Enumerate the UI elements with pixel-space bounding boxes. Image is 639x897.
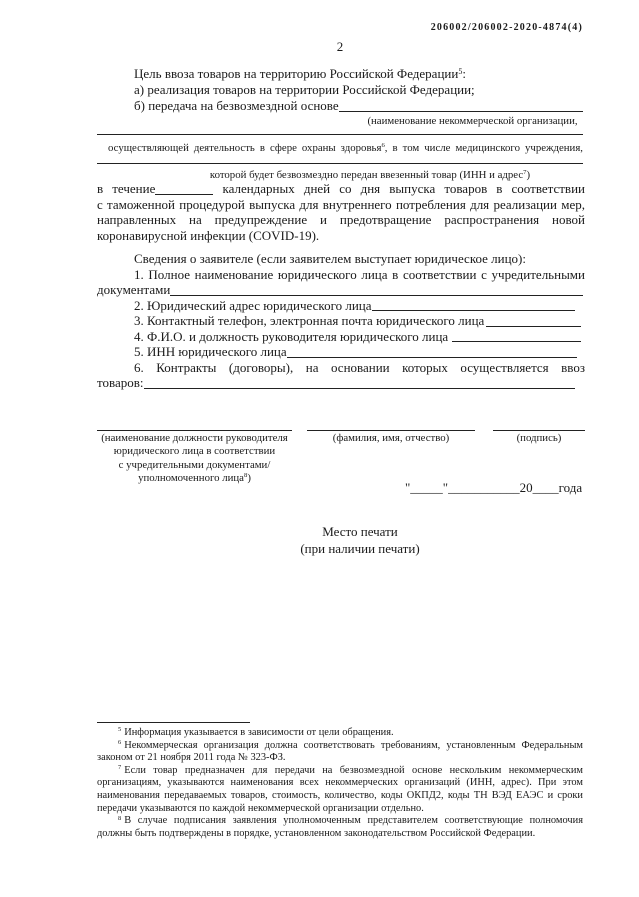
footnote-marker: 7 — [118, 764, 122, 772]
fill-line — [287, 344, 577, 358]
fill-line — [372, 298, 576, 312]
footnote-line: наименования передаваемых товаров, стоимость, количество, коды ОКПД2, коды ТН ВЭД ЕАЭС и сроки — [97, 789, 583, 801]
footnote-line: передачи указываются по каждой некоммерческой организации отдельно. — [97, 802, 424, 814]
applicant-item-1-label: документами — [97, 282, 171, 298]
document-code: 206002/206002-2020-4874(4) — [430, 22, 583, 33]
applicant-item-6-line-1: 6. Контракты (договоры), на основании которых осуществляется ввоз — [134, 359, 585, 375]
applicant-heading: Сведения о заявителе (если заявителем выступает юридическое лицо): — [134, 251, 526, 267]
term-paragraph — [97, 181, 585, 243]
organization-caption-1: (наименование некоммерческой организации, — [367, 115, 578, 127]
footnote-line — [97, 740, 583, 753]
applicant-item-4-label: 4. Ф.И.О. и должность руководителя юридического лица — [134, 328, 449, 344]
footnotes — [97, 727, 583, 840]
fill-line — [170, 282, 583, 296]
term-line-1-start: в течение — [97, 181, 156, 197]
organization-caption-2-start: осуществляющей деятельность в сфере охраны здоровья — [108, 142, 382, 154]
footnote-7 — [97, 765, 583, 815]
footnote-text: Некоммерческая организация должна соответствовать требованиям, установленным Федеральным — [124, 739, 583, 751]
name-signature-line — [307, 430, 475, 431]
footnote-line — [97, 727, 583, 740]
seal-placeholder — [260, 524, 460, 557]
organization-caption-2-end: , в том числе медицинского учреждения, — [384, 142, 584, 154]
footnote-marker: 5 — [118, 726, 122, 734]
seal-title: Место печати — [322, 524, 398, 539]
term-line-3: направленных на предупреждение и предотвращение распространения новой — [97, 212, 585, 228]
signature-line — [493, 430, 585, 431]
organization-caption-2 — [108, 142, 583, 154]
import-purpose-section — [97, 66, 585, 114]
sign-caption: (подпись) — [516, 432, 562, 444]
footnote-line: должны быть подтверждены в порядке, установленном законодательством Российской Федерации. — [97, 827, 536, 839]
footnote-separator — [97, 722, 250, 723]
applicant-item-6-line-2 — [97, 375, 585, 391]
position-caption-line-2: юридического лица в соответствии — [113, 445, 276, 458]
applicant-item-2 — [97, 298, 585, 314]
footnote-line: законом от 21 ноября 2011 года № 323-ФЗ. — [97, 752, 286, 764]
fill-line — [97, 163, 583, 164]
applicant-item-6-label: товаров: — [97, 375, 144, 391]
footnote-line: организациям, указываются наименования всех некоммерческих организаций (ИНН, адрес). При этом — [97, 777, 583, 789]
footnote-text: В случае подписания заявления уполномоченным представителем соответствующие полномочия — [124, 815, 583, 827]
applicant-item-5 — [97, 344, 585, 360]
purpose-heading-colon: : — [462, 66, 466, 81]
applicant-item-5-label: 5. ИНН юридического лица — [134, 344, 287, 360]
footnote-6 — [97, 740, 583, 765]
organization-caption-3-start: которой будет безвозмездно передан ввезенный товар (ИНН и адрес — [209, 169, 524, 181]
footnote-ref-6: 6 — [381, 142, 385, 150]
footnote-ref-8: 8 — [243, 472, 248, 480]
footnote-ref-5: 5 — [458, 66, 463, 76]
date-field: "_____"___________20____года — [405, 480, 583, 495]
fill-line — [144, 375, 576, 389]
position-caption-line-4-end: ) — [247, 471, 251, 484]
applicant-item-2-label: 2. Юридический адрес юридического лица — [134, 297, 372, 313]
fill-line — [486, 313, 581, 327]
term-line-4: коронавирусной инфекции (COVID-19). — [97, 227, 320, 243]
applicant-item-4 — [97, 329, 585, 345]
footnote-text: Если товар предназначен для передачи на безвозмездной основе нескольким некоммерческим — [124, 764, 583, 776]
position-caption — [97, 432, 292, 485]
footnote-5 — [97, 727, 583, 740]
name-caption: (фамилия, имя, отчество) — [332, 432, 450, 444]
applicant-item-3-label: 3. Контактный телефон, электронная почта юридического лица — [134, 313, 485, 329]
position-caption-line-4 — [97, 472, 292, 485]
purpose-heading-text: Цель ввоза товаров на территорию Российской Федерации — [134, 66, 459, 81]
footnote-line — [97, 815, 583, 828]
applicant-item-1-line-2 — [97, 282, 585, 298]
organization-caption-3-end: ) — [526, 169, 531, 181]
page-number: 2 — [336, 39, 344, 54]
applicant-section — [97, 251, 585, 391]
footnote-marker: 8 — [118, 814, 122, 822]
purpose-option-a: а) реализация товаров на территории Российской Федерации; — [134, 82, 475, 97]
footnote-8 — [97, 815, 583, 840]
footnote-line — [97, 765, 583, 778]
seal-note: (при наличии печати) — [300, 540, 420, 556]
purpose-heading — [97, 66, 585, 82]
purpose-option-b — [97, 98, 585, 114]
position-caption-line-1: (наименование должности руководителя — [101, 432, 288, 444]
footnote-ref-7: 7 — [523, 169, 527, 177]
applicant-item-1-line-1: 1. Полное наименование юридического лица в соответствии с учредительными — [134, 266, 585, 282]
fill-line — [339, 98, 583, 112]
applicant-item-3 — [97, 313, 585, 329]
purpose-option-b-label: б) передача на безвозмездной основе — [134, 98, 339, 113]
term-line-1 — [97, 181, 585, 197]
term-line-2: с таможенной процедурой выпуска для внутреннего потребления для реализации мер, — [97, 196, 585, 212]
fill-line — [155, 184, 213, 195]
position-caption-line-4-text: уполномоченного лица — [138, 471, 244, 484]
footnote-marker: 6 — [118, 739, 122, 747]
fill-line — [452, 329, 581, 343]
position-signature-line — [97, 430, 292, 431]
term-line-1-end: календарных дней со дня выпуска товаров в соответствии — [222, 181, 585, 197]
position-caption-line-3: с учредительными документами/ — [118, 458, 271, 471]
footnote-text: Информация указывается в зависимости от цели обращения. — [124, 727, 394, 738]
fill-line — [97, 134, 583, 135]
organization-caption-3 — [200, 169, 540, 181]
